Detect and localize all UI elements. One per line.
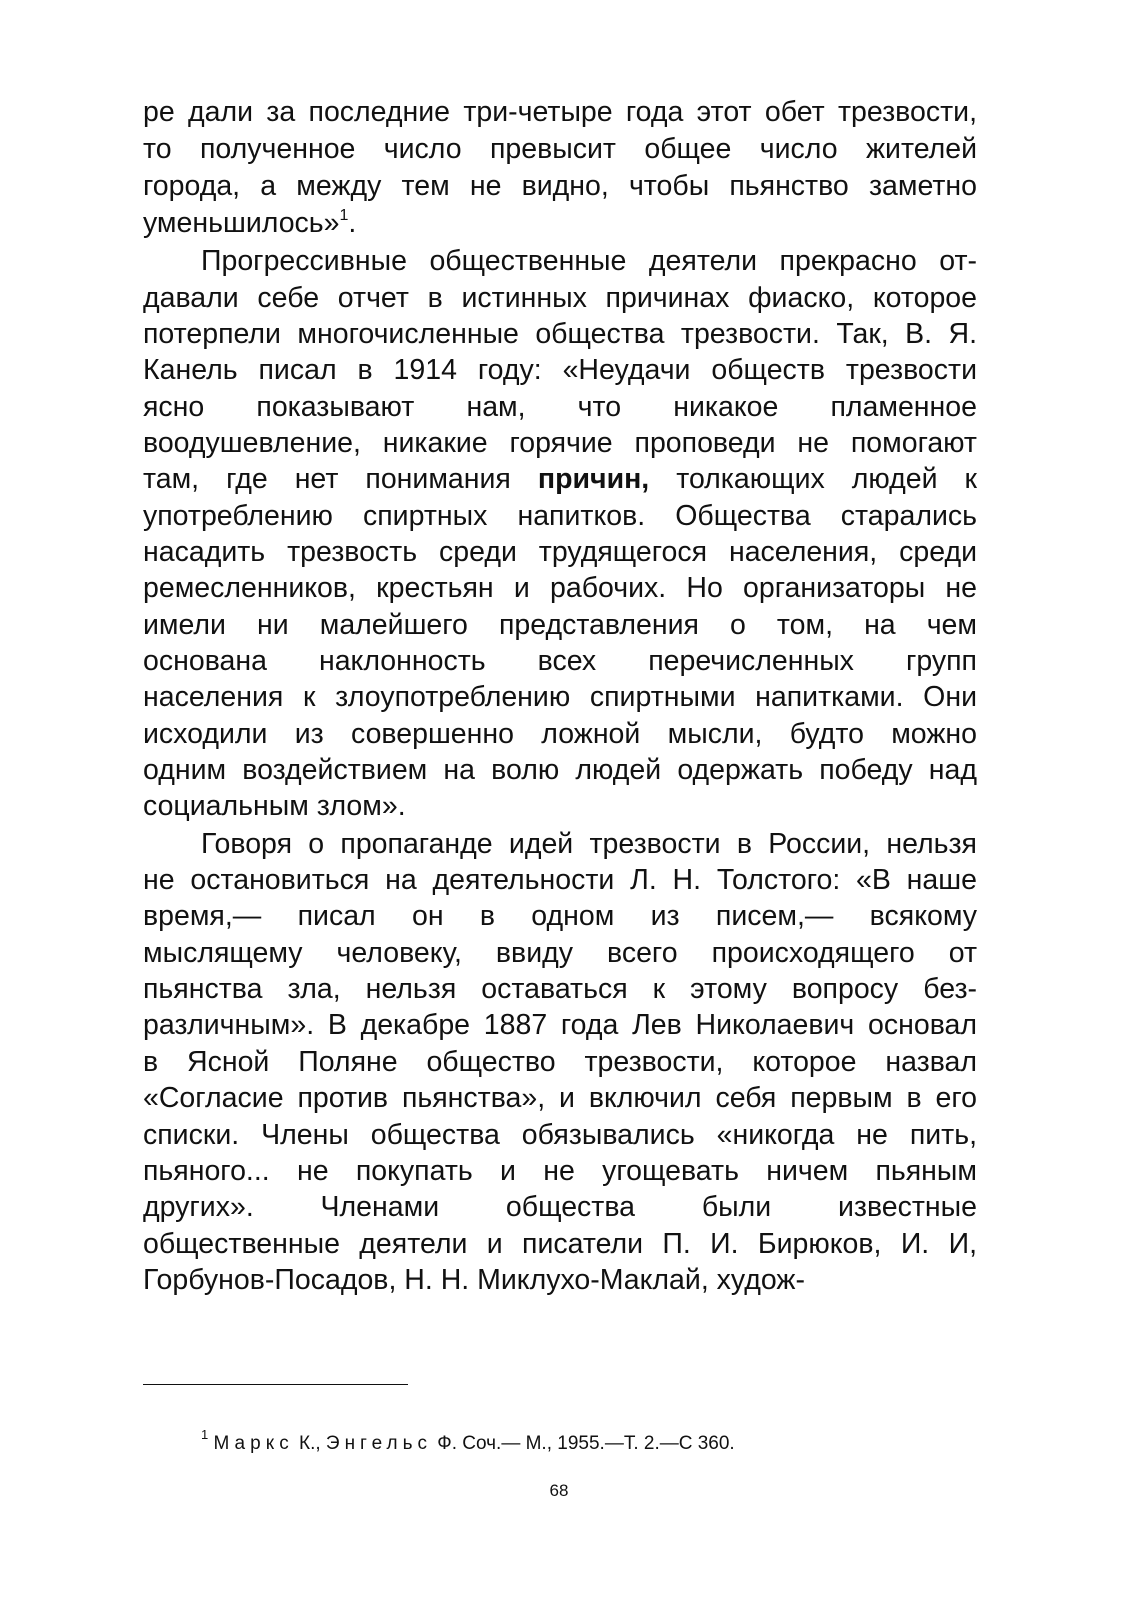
text-line: воодушевление, никакие горячие проповеди не помогают (143, 427, 977, 459)
text-line: то полученное число превысит общее число жителей (143, 133, 977, 165)
footnote-reference: 1 (339, 206, 349, 224)
text-line: «Согласие против пьянства», и включил себя первым в его (143, 1082, 977, 1114)
footnote-text: Ф. Соч.— М., 1955.—Т. 2.—С 360. (432, 1433, 735, 1454)
text-line: имели ни малейшего представления о том, на чем (143, 609, 977, 641)
page-number: 68 (549, 1481, 569, 1500)
text-fragment: уменьшилось» (143, 207, 340, 239)
text-line: социальным злом». (143, 790, 406, 822)
text-line (143, 461, 977, 497)
text-line: употреблению спиртных напитков. Общества старались (143, 500, 977, 532)
text-line: мыслящему человеку, ввиду всего происходящего от (143, 937, 977, 969)
bold-emphasis: причин, (537, 463, 650, 495)
text-fragment: . (348, 207, 357, 239)
footnote-author: Энгельс (325, 1433, 432, 1454)
text-line: ре дали за последние три-четыре года этот обет трезвости, (143, 96, 977, 128)
text-line: пьянства зла, нельзя оставаться к этому вопросу без- (143, 973, 977, 1005)
text-line (143, 205, 977, 241)
footnote-text: К., (293, 1433, 326, 1454)
text-line: Горбунов-Посадов, Н. Н. Миклухо-Маклай, худож- (143, 1264, 805, 1296)
text-line: других». Членами общества были известные (143, 1191, 977, 1223)
text-line: основана наклонность всех перечисленных групп (143, 645, 977, 677)
text-line: общественные деятели и писатели П. И. Бирюков, И. И, (143, 1228, 977, 1260)
text-line: населения к злоупотреблению спиртными напитками. Они (143, 681, 977, 713)
paragraph-start-line: Говоря о пропаганде идей трезвости в России, нельзя (201, 828, 977, 860)
text-line: Канель писал в 1914 году: «Неудачи обществ трезвости (143, 354, 977, 386)
text-fragment: толкающих людей к (649, 463, 977, 495)
text-fragment: там, где нет понимания (143, 463, 538, 495)
text-line: время,— писал он в одном из писем,— всякому (143, 900, 977, 932)
footnote-marker: 1 (201, 1426, 209, 1442)
text-line: различным». В декабре 1887 года Лев Николаевич основал (143, 1009, 977, 1041)
text-line: списки. Члены общества обязывались «никогда не пить, (143, 1119, 977, 1151)
text-line: давали себе отчет в истинных причинах фиаско, которое (143, 282, 977, 314)
text-line: насадить трезвость среди трудящегося населения, среди (143, 536, 977, 568)
text-line: одним воздействием на волю людей одержать победу над (143, 754, 977, 786)
text-line: исходили из совершенно ложной мысли, будто можно (143, 718, 977, 750)
text-line: ясно показывают нам, что никакое пламенное (143, 391, 977, 423)
text-line: пьяного... не покупать и не угощевать ничем пьяным (143, 1155, 977, 1187)
text-line: ремесленников, крестьян и рабочих. Но организаторы не (143, 572, 977, 604)
footnote (201, 1426, 735, 1456)
paragraph-start-line: Прогрессивные общественные деятели прекрасно от- (201, 245, 977, 277)
text-line: не остановиться на деятельности Л. Н. Толстого: «В наше (143, 864, 977, 896)
footnote-author: Маркс (213, 1433, 294, 1454)
text-line: города, а между тем не видно, чтобы пьянство заметно (143, 170, 977, 202)
text-line: потерпели многочисленные общества трезвости. Так, В. Я. (143, 318, 977, 350)
text-line: в Ясной Поляне общество трезвости, которое назвал (143, 1046, 977, 1078)
footnote-divider (143, 1384, 408, 1385)
